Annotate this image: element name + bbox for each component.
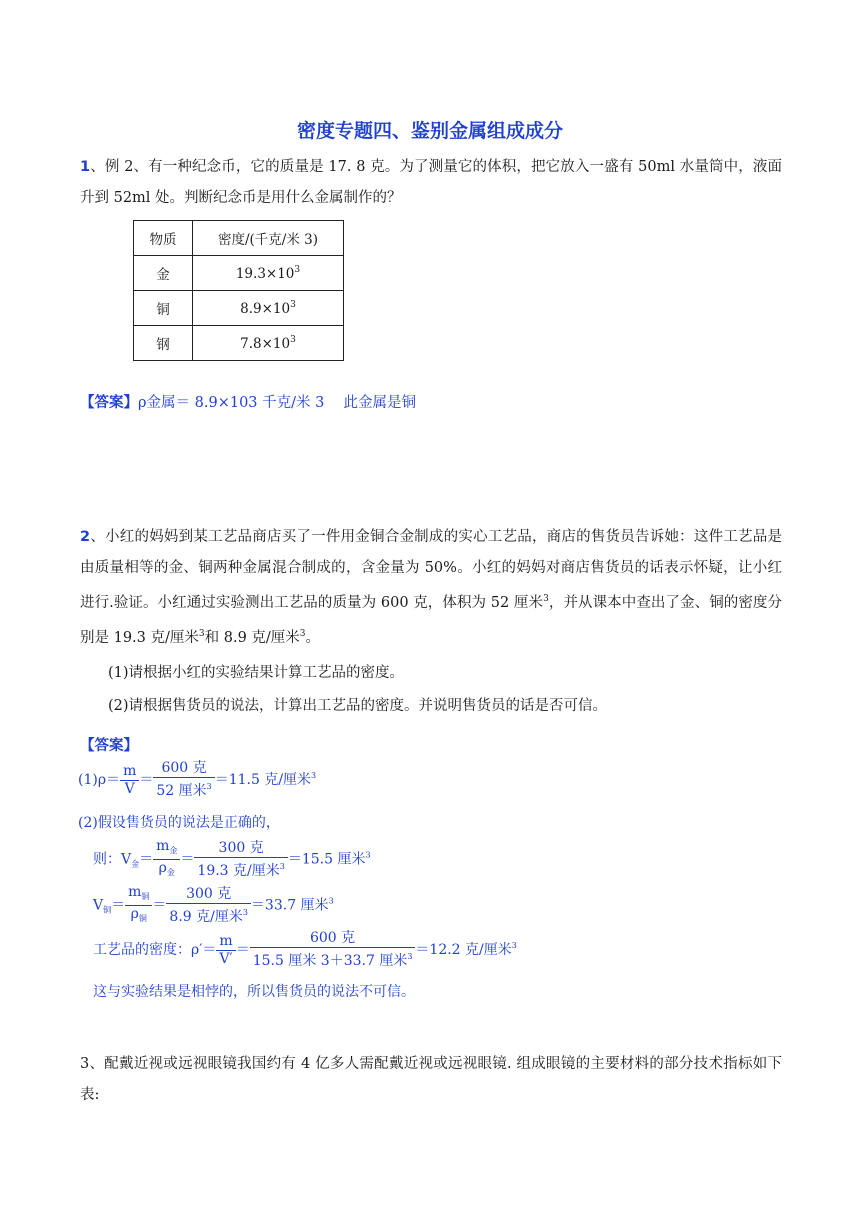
table-cell: $8.9\times 10^3$	[193, 291, 344, 326]
table-row	[134, 256, 344, 291]
fraction: $\frac{m}{V}$	[120, 763, 139, 798]
table-row	[134, 326, 344, 361]
answer-line-6: 这与实验结果是相悖的，所以售货员的说法不可信。	[93, 984, 415, 1000]
fraction: $\frac{\text{300 克}}{19.3 克/厘米^3}$	[194, 840, 287, 880]
fraction: $\frac{m_金}{\rho_金}$	[153, 838, 180, 881]
table-header: 密度/(千克/米 3)	[193, 221, 344, 256]
table-header-row	[134, 221, 344, 256]
fraction: $\frac{\text{300 克}}{8.9 克/厘米^3}$	[166, 886, 251, 926]
question-number: 1	[80, 159, 91, 175]
table-cell: $19.3\times 10^3$	[193, 256, 344, 291]
sub-question-2: (2)请根据售货员的说法，计算出工艺品的密度。并说明售货员的话是否可信。	[108, 698, 608, 714]
question-3: 3、配戴近视或远视眼镜我国约有 4 亿多人需配戴近视或远视眼镜. 组成眼镜的主要材料的部分技术指标如下表:	[80, 1056, 782, 1103]
density-table	[133, 220, 344, 361]
question-1	[80, 152, 782, 214]
answer-label: 【答案】	[80, 395, 138, 411]
fraction: $\frac{\text{600 克}}{15.5 厘米 3+33.7 厘米^3}$	[250, 930, 416, 970]
sub-question-1: (1)请根据小红的实验结果计算工艺品的密度。	[108, 665, 405, 681]
table-cell: $7.8\times 10^3$	[193, 326, 344, 361]
table-cell: 铜	[134, 291, 193, 326]
table-header: 物质	[134, 221, 193, 256]
question-number: 2	[80, 529, 91, 545]
table-row	[134, 291, 344, 326]
page-title: 密度专题四、鉴别金属组成成分	[296, 120, 563, 142]
table-cell: 钢	[134, 326, 193, 361]
answer-line-4: $V_铜=$ $\frac{m_铜}{\rho_铜}$ ＝ $\frac{\text{300 克}}{8.9 克/厘米^3}$ ＝33.7 厘米$^3$	[93, 884, 334, 927]
question-2: 2、小红的妈妈到某工艺品商店买了一件用金铜合金制成的实心工艺品，商店的售货员告诉她：这件工艺品是由质量相等的金、铜两种金属混合制成的，含金量为 50%。小红的妈妈对商店售货员的话表示怀疑，让小红进行.验证。小红通过实验测出工艺品的质量为 600 克，体积为 52 厘米$^3$，并从课本中查出了金、铜的密度分别是 19.3 克/厘米$^3$和 8.9 克/厘米$^3$。	[80, 529, 783, 646]
answer-line-2: (2)假设售货员的说法是正确的，	[78, 815, 280, 831]
answer-text: ρ金属＝ 8.9×103 千克/米 3 此金属是铜	[138, 395, 416, 411]
answer-label: 【答案】	[80, 738, 138, 754]
fraction: $\frac{m}{V'}$	[216, 933, 235, 968]
table-cell: 金	[134, 256, 193, 291]
answer-1	[80, 388, 782, 419]
fraction: $\frac{\text{600 克}}{52 厘米^3}$	[153, 760, 214, 800]
answer-line-5: 工艺品的密度：ρ′＝ $\frac{m}{V'}$ ＝ $\frac{\text{600 克}}{15.5 厘米 3+33.7 厘米^3}$ ＝12.2 克/厘米$^3$	[93, 930, 517, 969]
answer-line-3: 则：$V_金=$ $\frac{m_金}{\rho_金}$ ＝ $\frac{\text{300 克}}{19.3 克/厘米^3}$ ＝15.5 厘米$^3$	[93, 838, 371, 881]
question-text: 、例 2、有一种纪念币，它的质量是 17. 8 克。为了测量它的体积，把它放入一盛有 50ml 水量筒中，液面升到 52ml 处。判断纪念币是用什么金属制作的？	[80, 159, 782, 206]
answer-line-1: (1)ρ＝ $\frac{m}{V}$ ＝ $\frac{\text{600 克}}{52 厘米^3}$ ＝11.5 克/厘米$^3$	[78, 760, 317, 799]
fraction: $\frac{m_铜}{\rho_铜}$	[125, 884, 152, 927]
